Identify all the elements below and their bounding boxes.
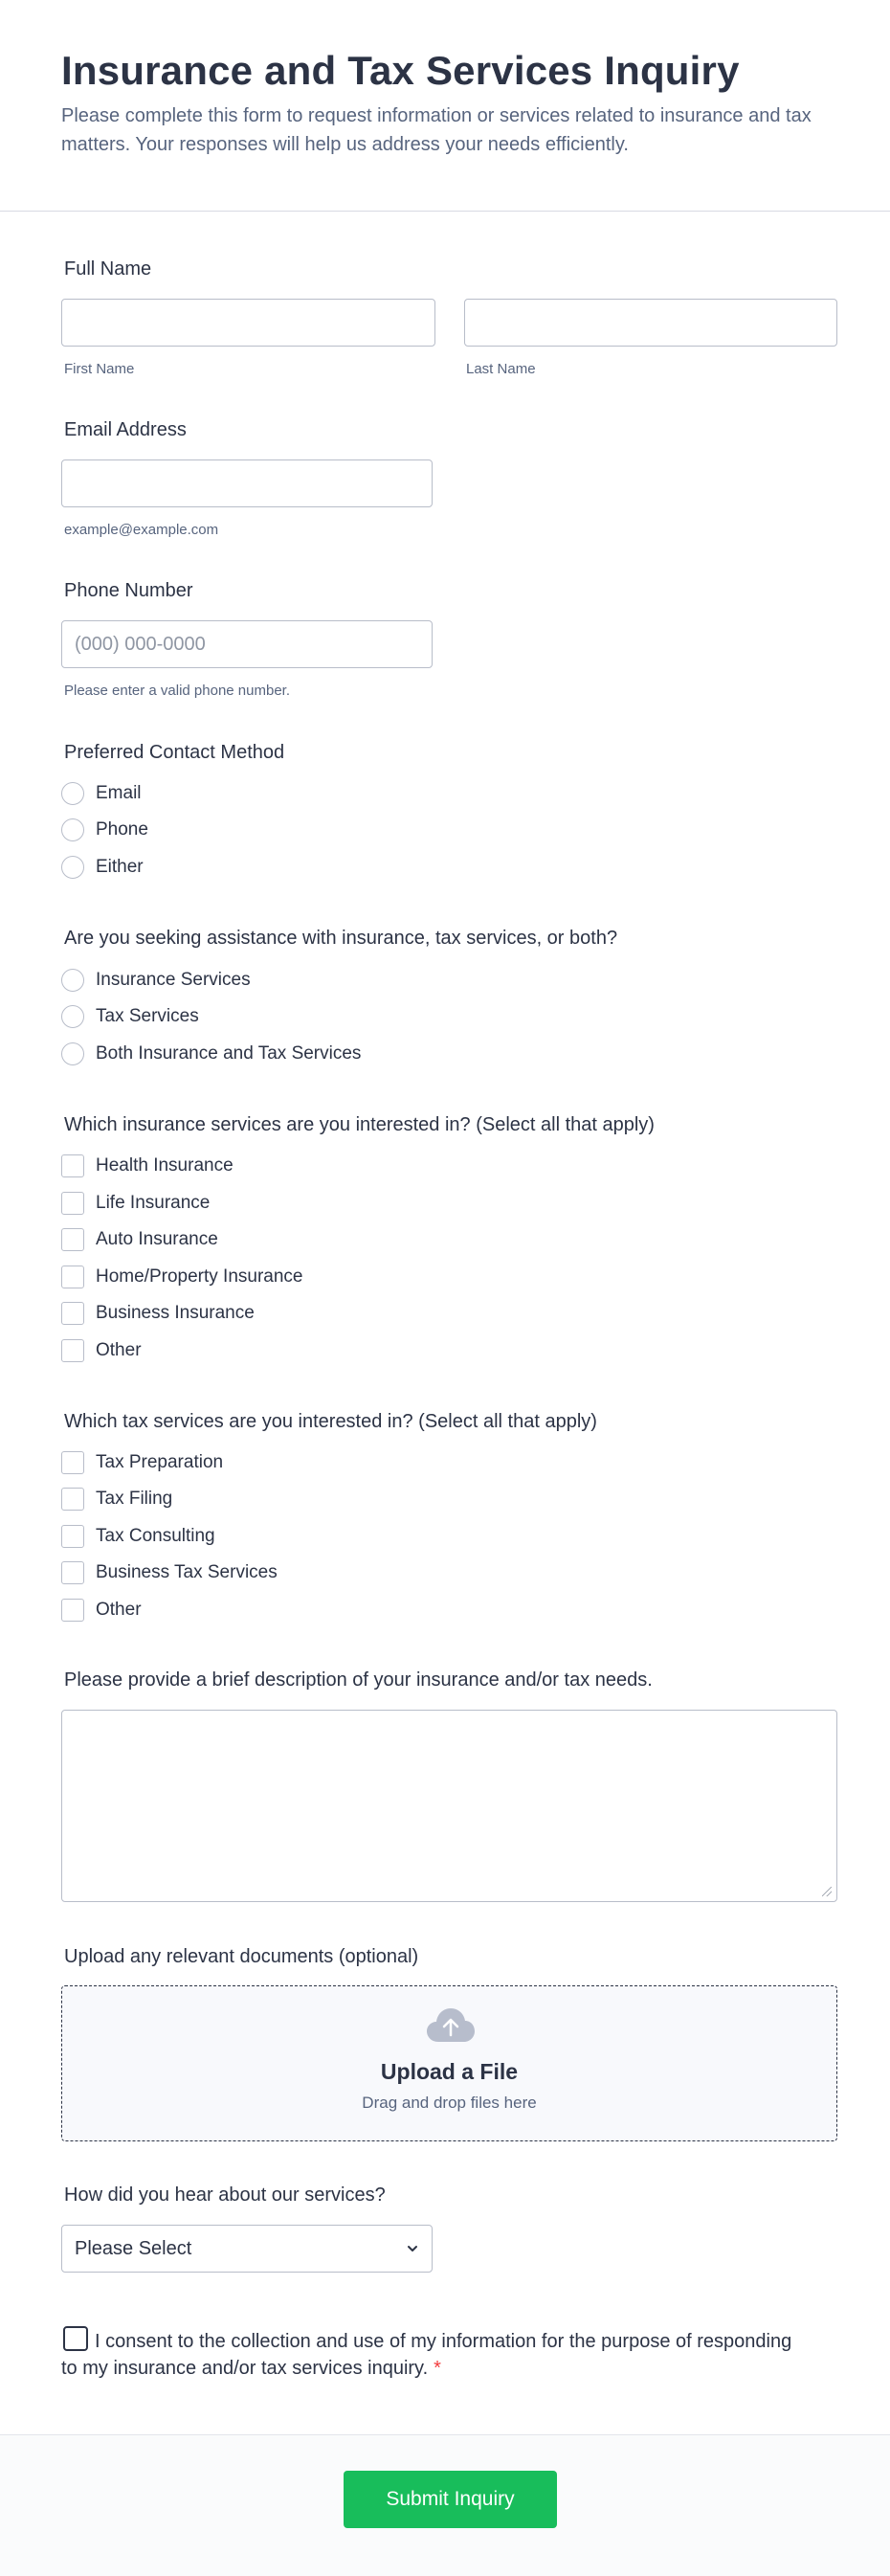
tax-option-other[interactable]: [61, 1597, 142, 1624]
option-label: Business Insurance: [96, 1303, 255, 1323]
checkbox[interactable]: [61, 1192, 84, 1215]
consent-text: I consent to the collection and use of my information for the purpose of responding to my insurance and/or tax services inquiry.: [61, 2331, 792, 2379]
phone-label: Phone Number: [64, 580, 193, 601]
upload-hint: Drag and drop files here: [362, 2094, 537, 2112]
submit-button[interactable]: Submit Inquiry: [344, 2471, 557, 2528]
last-name-input[interactable]: [464, 299, 837, 347]
tax-option-filing[interactable]: [61, 1486, 172, 1512]
insurance-option-home[interactable]: [61, 1264, 303, 1290]
upload-title: Upload a File: [380, 2059, 519, 2084]
option-label: Business Tax Services: [96, 1562, 278, 1582]
radio-button[interactable]: [61, 969, 84, 992]
checkbox[interactable]: [61, 1302, 84, 1325]
form-header: [0, 0, 890, 212]
checkbox[interactable]: [61, 1451, 84, 1474]
insurance-option-other[interactable]: [61, 1337, 142, 1364]
radio-button[interactable]: [61, 782, 84, 805]
cloud-upload-icon: [426, 2005, 476, 2044]
radio-button[interactable]: [61, 1042, 84, 1065]
option-label: Tax Filing: [96, 1489, 173, 1509]
description-label: Please provide a brief description of your insurance and/or tax needs.: [64, 1669, 653, 1691]
radio-button[interactable]: [61, 856, 84, 879]
option-label: Email: [96, 783, 142, 803]
resize-handle[interactable]: [822, 1887, 832, 1896]
email-label: Email Address: [64, 419, 187, 440]
contact-option-either[interactable]: [61, 854, 144, 881]
insurance-option-health[interactable]: [61, 1153, 234, 1179]
option-label: Tax Consulting: [96, 1526, 215, 1546]
radio-button[interactable]: [61, 818, 84, 841]
checkbox[interactable]: [61, 1339, 84, 1362]
last-name-sublabel: Last Name: [466, 361, 536, 377]
assistance-option-insurance[interactable]: [61, 967, 251, 994]
page-title: Insurance and Tax Services Inquiry: [61, 48, 740, 93]
referral-selected-value: Please Select: [75, 2237, 192, 2259]
phone-input[interactable]: [61, 620, 433, 668]
email-input[interactable]: [61, 459, 433, 507]
option-label: Other: [96, 1340, 142, 1360]
contact-option-phone[interactable]: [61, 817, 148, 843]
chevron-down-icon: [406, 2242, 419, 2255]
description-textarea[interactable]: [61, 1710, 837, 1902]
referral-label: How did you hear about our services?: [64, 2184, 386, 2206]
option-label: Health Insurance: [96, 1155, 234, 1176]
option-label: Tax Preparation: [96, 1452, 224, 1472]
radio-button[interactable]: [61, 1005, 84, 1028]
checkbox[interactable]: [61, 1525, 84, 1548]
form-footer: [0, 2434, 890, 2576]
file-upload-dropzone[interactable]: [61, 1985, 837, 2141]
tax-option-business[interactable]: [61, 1559, 278, 1586]
referral-select[interactable]: [61, 2225, 433, 2273]
insurance-option-auto[interactable]: [61, 1226, 218, 1253]
option-label: Both Insurance and Tax Services: [96, 1043, 362, 1064]
option-label: Tax Services: [96, 1006, 199, 1026]
tax-option-preparation[interactable]: [61, 1449, 223, 1476]
option-label: Insurance Services: [96, 970, 251, 990]
insurance-option-life[interactable]: [61, 1190, 210, 1217]
assistance-option-tax[interactable]: [61, 1003, 199, 1030]
phone-sublabel: Please enter a valid phone number.: [64, 683, 290, 699]
required-marker: *: [434, 2358, 441, 2379]
insurance-services-label: Which insurance services are you interested in? (Select all that apply): [64, 1114, 655, 1135]
option-label: Other: [96, 1600, 142, 1620]
tax-option-consulting[interactable]: [61, 1523, 215, 1550]
checkbox[interactable]: [61, 1488, 84, 1511]
checkbox[interactable]: [61, 1154, 84, 1177]
page-subtitle: Please complete this form to request information or services related to insurance and tax matters. Your responses will help us address your needs efficiently.: [61, 105, 812, 155]
upload-label: Upload any relevant documents (optional): [64, 1946, 419, 1967]
insurance-option-business[interactable]: [61, 1300, 255, 1327]
tax-services-label: Which tax services are you interested in? (Select all that apply): [64, 1411, 597, 1432]
email-sublabel: example@example.com: [64, 522, 219, 538]
option-label: Phone: [96, 819, 148, 840]
first-name-sublabel: First Name: [64, 361, 135, 377]
option-label: Either: [96, 857, 144, 877]
option-label: Auto Insurance: [96, 1229, 218, 1249]
full-name-label: Full Name: [64, 258, 152, 280]
checkbox[interactable]: [61, 1599, 84, 1622]
checkbox[interactable]: [61, 1266, 84, 1288]
contact-option-email[interactable]: [61, 780, 142, 807]
checkbox[interactable]: [61, 1228, 84, 1251]
option-label: Home/Property Insurance: [96, 1266, 303, 1287]
contact-method-label: Preferred Contact Method: [64, 742, 285, 763]
consent-field: [61, 2326, 808, 2382]
checkbox[interactable]: [61, 1561, 84, 1584]
consent-checkbox[interactable]: [63, 2326, 88, 2351]
assistance-option-both[interactable]: [61, 1041, 361, 1067]
option-label: Life Insurance: [96, 1193, 211, 1213]
assistance-label: Are you seeking assistance with insurance, tax services, or both?: [64, 928, 618, 949]
first-name-input[interactable]: [61, 299, 435, 347]
